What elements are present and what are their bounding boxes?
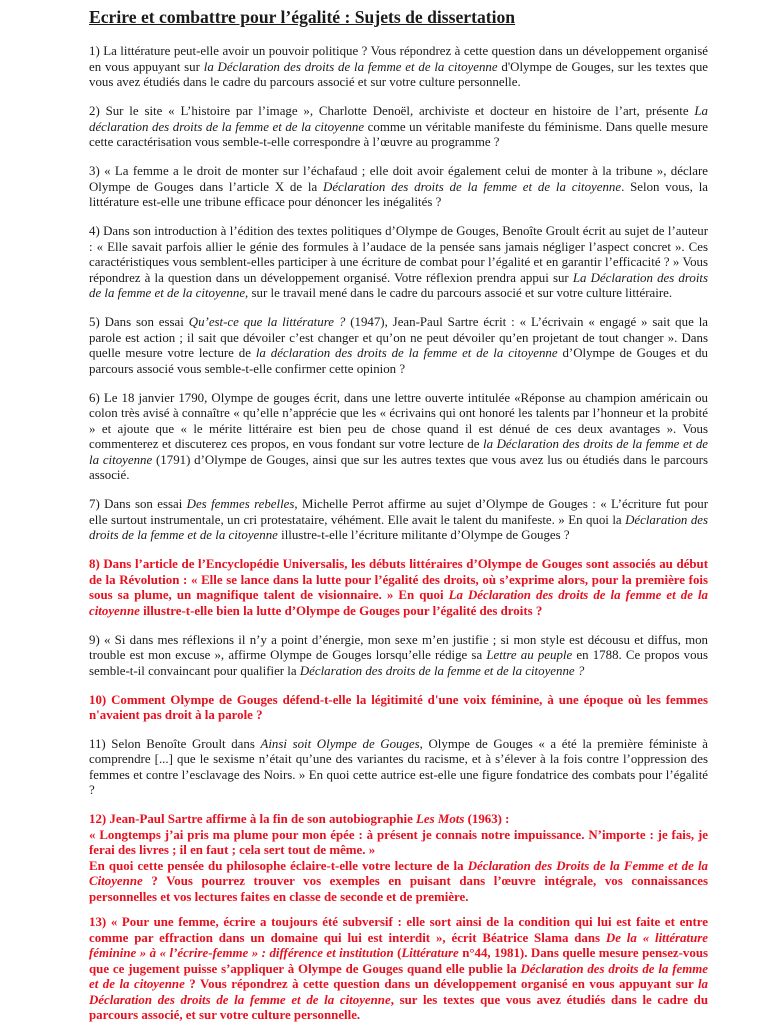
question-12-text: En quoi cette pensée du philosophe éclaire-t-elle votre lecture de la bbox=[89, 858, 468, 873]
question-1 bbox=[89, 44, 708, 91]
question-13-text: la Déclaration des droits de la femme et de la citoyenne bbox=[89, 977, 708, 1007]
question-2-text: 2) Sur le site « L’histoire par l’image », Charlotte Denoël, archiviste et docteur en histoire de l’art, présente bbox=[89, 104, 695, 118]
question-8-text: 8) Dans l’article de l’Encyclopédie Universalis, les débuts littéraires d’Olympe de Gouges sont associés au début de la Révolution : « Elle se lance dans la lutte pour l’égalité des droits, où s’exprime alors, pour la première fois sous sa plume, un magnifique talent de visionnaire. » En quoi bbox=[89, 557, 708, 602]
question-9-text: 9) « Si dans mes réflexions il n’y a point d’énergie, mon sexe m’en justifie ; si mon style est décousu et diffus, mon trouble est mon excuse », affirme Olympe de Gouges lorsqu’elle rédige sa bbox=[89, 632, 708, 662]
page-title: Ecrire et combattre pour l’égalité : Sujets de dissertation bbox=[89, 7, 516, 27]
question-8 bbox=[89, 557, 708, 619]
question-13-text: De la « littérature féminine » à « l’écrire-femme » : différence et institution bbox=[89, 930, 708, 960]
question-8-text: La Déclaration des droits de la femme et de la citoyenne bbox=[89, 588, 708, 618]
question-7 bbox=[89, 497, 708, 544]
question-9-text: Lettre au peuple bbox=[486, 648, 573, 662]
question-7-text: illustre-t-elle l’écriture militante d’Olympe de Gouges ? bbox=[277, 528, 570, 542]
question-6-text: la Déclaration des droits de la femme et de la citoyenne bbox=[89, 437, 708, 467]
question-4 bbox=[89, 224, 708, 302]
question-1-text: d'Olympe de Gouges, sur les textes que vous avez étudiés dans le cadre du parcours associé et sur votre culture personnelle. bbox=[89, 59, 709, 89]
question-12-text: 12) Jean-Paul Sartre affirme à la fin de son autobiographie bbox=[89, 812, 417, 826]
question-11-text: Ainsi soit Olympe de Gouges bbox=[260, 736, 420, 751]
question-12-text: Déclaration des Droits de la Femme et de la Citoyenne bbox=[89, 858, 708, 888]
question-3-text: Déclaration des droits de la femme et de la citoyenne bbox=[323, 179, 622, 194]
question-13-text: 13) « Pour une femme, écrire a toujours été subversif : elle sort ainsi de la condition qui lui est faite et entre comme par effraction dans un domaine qui lui est interdit », écrit Béatrice Slama dans bbox=[89, 915, 708, 945]
question-6 bbox=[89, 391, 708, 484]
question-9-text: Déclaration des droits de la femme et de la citoyenne ? bbox=[299, 663, 585, 678]
question-12-text: ? Vous pourrez trouver vos exemples en puisant dans l’œuvre intégrale, vos connaissances personnelles et vos lectures faites en classe de seconde et de première. bbox=[89, 874, 708, 904]
question-9 bbox=[89, 633, 708, 680]
question-1-text: 1) La littérature peut-elle avoir un pouvoir politique ? Vous répondrez à cette question dans un développement organisé en vous appuyant sur bbox=[89, 44, 708, 74]
question-9-text: en 1788. Ce propos vous semble-t-il convaincant pour qualifier la bbox=[89, 648, 708, 678]
question-13-text: , sur les textes que vous avez étudiés dans le cadre du parcours associé, et sur votre culture personnelle. bbox=[89, 992, 708, 1022]
question-13-text: ( bbox=[393, 946, 402, 960]
question-5-text: 5) Dans son essai bbox=[89, 315, 189, 329]
question-10-text: 10) Comment Olympe de Gouges défend-t-elle la légitimité d'une voix féminine, à une époque où les femmes n'avaient pas droit à la parole ? bbox=[89, 692, 708, 722]
question-13-text: ? Vous répondrez à cette question dans un développement organisé en vous appuyant sur bbox=[184, 977, 698, 991]
question-2-text: comme un véritable manifeste du féminisme. Dans quelle mesure cette caractérisation vous semble-t-elle correspondre à l’œuvre au programme ? bbox=[89, 119, 708, 149]
question-13 bbox=[89, 915, 708, 1024]
question-3-text: 3) « La femme a le droit de monter sur l’échafaud ; elle doit avoir également celui de monter à la tribune », déclare Olympe de Gouges dans l’article X de la bbox=[89, 164, 708, 194]
question-12-text: « Longtemps j’ai pris ma plume pour mon épée : à présent je connais notre impuissance. N’importe : je fais, je ferai des livres ; il en faut ; cela sert tout de même. » bbox=[89, 827, 708, 857]
question-4-text: sur le travail mené dans le cadre du parcours associé et sur votre culture littéraire. bbox=[248, 286, 673, 300]
question-6-text: (1791) d’Olympe de Gouges, ainsi que sur les autres textes que vous avez lus ou étudiés dans le parcours associé. bbox=[89, 452, 708, 482]
question-10 bbox=[89, 693, 708, 724]
question-list bbox=[89, 44, 708, 1024]
question-3 bbox=[89, 164, 708, 211]
question-12-text: Les Mots bbox=[416, 812, 465, 826]
question-7-text: , Michelle Perrot affirme au sujet d’Olympe de Gouges : « L’écriture fut pour elle surtout instrumentale, un cri protestataire, véhément. Elle avait le talent du manifeste. » En quoi la bbox=[89, 497, 709, 527]
question-5-text: la déclaration des droits de la femme et de la citoyenne bbox=[255, 346, 558, 360]
question-1-text: la Déclaration des droits de la femme et de la citoyenne bbox=[203, 59, 498, 74]
question-6-text: 6) Le 18 janvier 1790, Olympe de gouges écrit, dans une lettre ouverte intitulée «Réponse au champion américain ou colon très avisé à connaître « qu’elle n’apprécie que les « écrivains qui ont honoré les talents par l’honneur et la probité » et ajoute que « le mérite littéraire est bien peu de chose quand il est dénué de ces deux avantages ». Vous commenterez et discuterez ces propos, en vous fondant sur votre lecture de bbox=[89, 390, 708, 451]
question-5 bbox=[89, 315, 708, 377]
question-7-text: 7) Dans son essai bbox=[89, 497, 187, 511]
question-2-text: La déclaration des droits de la femme et de la citoyenne bbox=[89, 104, 708, 134]
question-4-text: La Déclaration des droits de la femme et de la citoyenne, bbox=[89, 270, 709, 300]
question-7-text: Des femmes rebelles bbox=[186, 497, 295, 511]
question-11-text: 11) Selon Benoîte Groult dans bbox=[89, 736, 261, 751]
question-4-text: 4) Dans son introduction à l’édition des textes politiques d’Olympe de Gouges, Benoîte Groult écrit au sujet de l’auteur : « Elle savait parfois allier le génie des formules à l’audace de la pensée sans jamais négliger l’aspect concret ». Ces caractéristiques vous semblent-elles participer à une écriture de combat pour l’égalité et en garantir l’efficacité ? » Vous répondrez à la question dans un développement organisé. Votre réflexion prendra appui sur bbox=[89, 224, 708, 285]
question-5-text: (1947), Jean-Paul Sartre écrit : « L’écrivain « engagé » sait que la parole est action ; il sait que dévoiler c’est changer et qu’on ne peut dévoiler qu’en projetant de tout changer ». Dans quelle mesure votre lecture de bbox=[89, 315, 708, 360]
question-13-text: Déclaration des droits de la femme et de la citoyenne bbox=[89, 961, 708, 991]
question-11 bbox=[89, 737, 708, 799]
question-5-text: d’Olympe de Gouges et du parcours associé vous semble-t-elle confirmer cette opinion ? bbox=[89, 346, 708, 376]
question-8-text: illustre-t-elle bien la lutte d’Olympe de Gouges pour l’égalité des droits ? bbox=[139, 603, 543, 618]
question-12 bbox=[89, 812, 708, 905]
question-5-text: Qu’est-ce que la littérature ? bbox=[188, 315, 346, 329]
question-7-text: Déclaration des droits de la femme et de la citoyenne bbox=[89, 512, 709, 542]
question-12-text: (1963) : bbox=[464, 812, 510, 826]
question-11-text: , Olympe de Gouges « a été la première féministe à comprendre [...] que le sexisme n’était qu’une des variantes du racisme, et à s’élever à la fois contre l’oppression des femmes et contre l’esclavage des Noirs. » En quoi cette autrice est-elle une figure fondatrice des combats pour l’égalité ? bbox=[89, 736, 708, 797]
question-13-text: n°44, 1981). Dans quelle mesure pensez-vous que ce jugement puisse s’appliquer à Olympe de Gouges quand elle publie la bbox=[89, 946, 709, 976]
question-13-text: Littérature bbox=[401, 946, 459, 960]
question-3-text: . Selon vous, la littérature est-elle une tribune efficace pour dénoncer les inégalités ? bbox=[89, 179, 708, 209]
question-2 bbox=[89, 104, 708, 151]
